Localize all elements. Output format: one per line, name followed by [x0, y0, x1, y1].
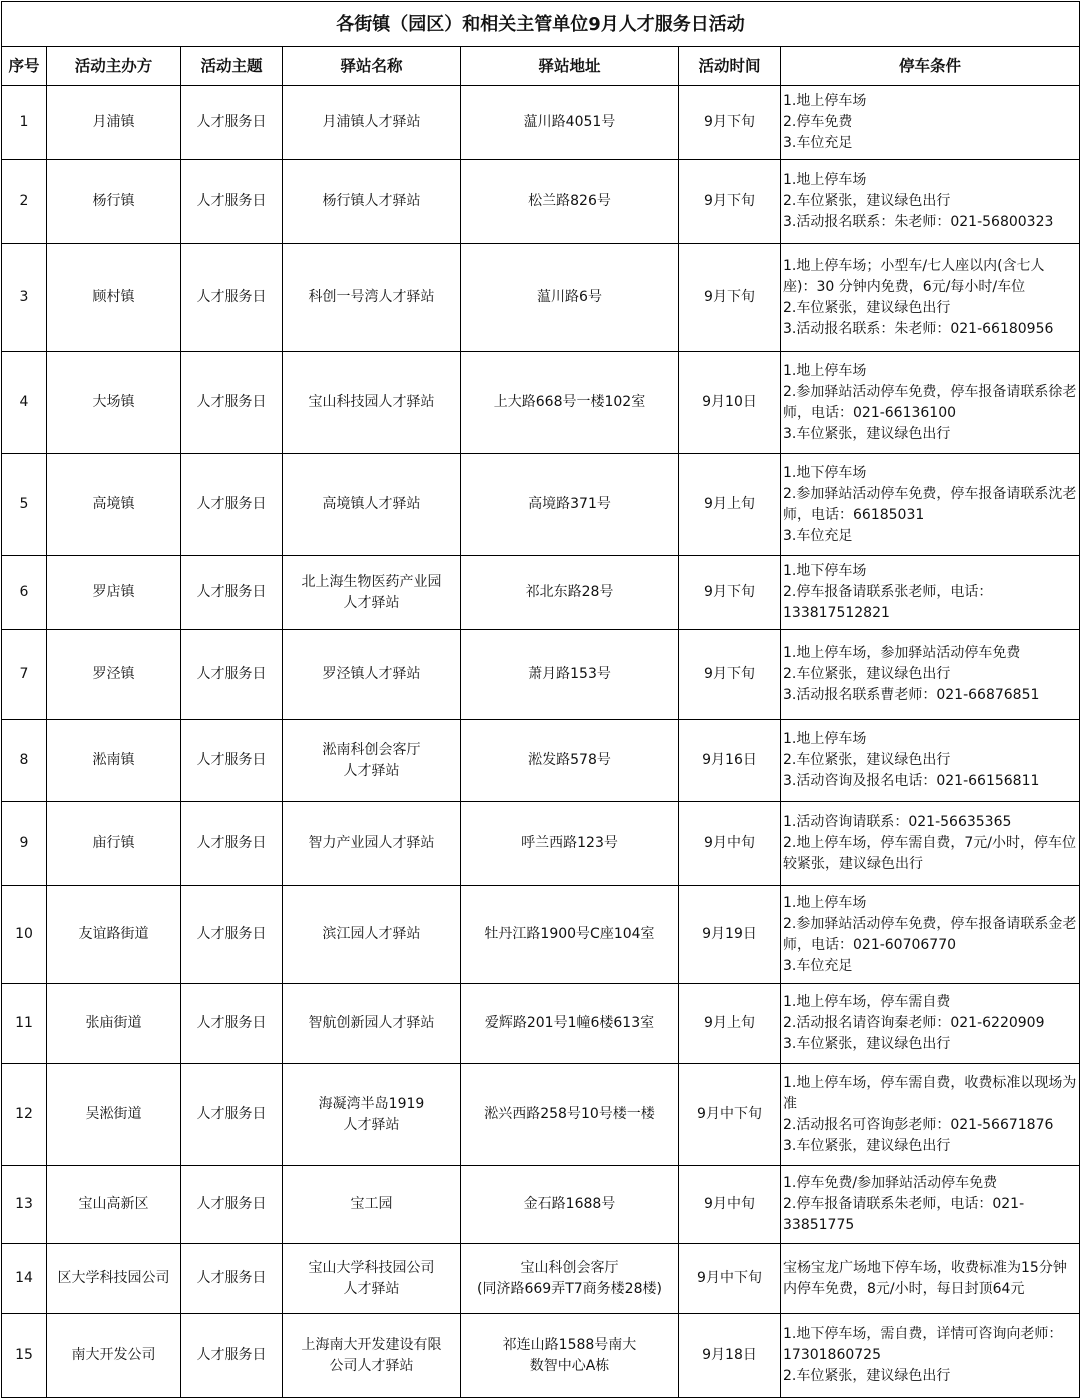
parking-conditions-line: 3.车位紧张，建议绿色出行	[783, 1036, 951, 1052]
table-row	[2, 1314, 1080, 1398]
row-number: 15	[2, 1314, 47, 1398]
row-number: 7	[2, 630, 47, 720]
station-name-line: 高境镇人才驿站	[322, 496, 421, 512]
theme: 人才服务日	[181, 556, 283, 630]
station-address-line: 祁连山路1588号南大	[502, 1336, 637, 1353]
station-name	[283, 802, 461, 886]
station-name-line: 科创一号湾人才驿站	[308, 289, 435, 305]
station-name-line: 智力产业园人才驿站	[308, 835, 435, 851]
station-name-line: 宝工园	[350, 1196, 393, 1212]
parking-conditions-line: 2.参加驿站活动停车免费，停车报备请联系徐老师，电话：021-66136100	[783, 383, 1077, 421]
parking-conditions-line: 1.地上停车场	[783, 172, 867, 188]
organizer: 月浦镇	[47, 86, 181, 160]
parking-conditions-line: 3.活动咨询及报名电话：021-66156811	[783, 773, 1040, 789]
table-row	[2, 802, 1080, 886]
table-row	[2, 556, 1080, 630]
parking-conditions-line: 1.地上停车场	[783, 93, 867, 109]
table-row	[2, 1244, 1080, 1314]
station-address	[461, 720, 679, 802]
station-name-line: 上海南大开发建设有限	[301, 1336, 442, 1353]
row-number: 2	[2, 160, 47, 244]
activity-time: 9月下旬	[679, 244, 781, 352]
table-row	[2, 720, 1080, 802]
theme: 人才服务日	[181, 454, 283, 556]
station-name-line: 公司人才驿站	[329, 1357, 414, 1374]
header-parking: 停车条件	[781, 47, 1080, 86]
station-name	[283, 160, 461, 244]
organizer: 张庙街道	[47, 984, 181, 1064]
station-name-line: 人才驿站	[343, 762, 400, 779]
parking-conditions	[781, 160, 1080, 244]
organizer: 罗泾镇	[47, 630, 181, 720]
activity-time: 9月中下旬	[679, 1064, 781, 1166]
parking-conditions-line: 3.车位充足	[783, 527, 853, 544]
station-address	[461, 454, 679, 556]
station-address-line: 松兰路826号	[528, 193, 611, 209]
header-organizer: 活动主办方	[47, 47, 181, 86]
parking-conditions	[781, 720, 1080, 802]
activity-time: 9月下旬	[679, 86, 781, 160]
parking-conditions	[781, 802, 1080, 886]
station-address-line: 上大路668号一楼102室	[493, 394, 646, 410]
organizer: 友谊路街道	[47, 886, 181, 984]
row-number: 1	[2, 86, 47, 160]
header-theme: 活动主题	[181, 47, 283, 86]
parking-conditions-line: 2.活动报名可咨询彭老师：021-56671876	[783, 1116, 1054, 1133]
theme: 人才服务日	[181, 1244, 283, 1314]
station-address-line: 蕰川路6号	[537, 289, 602, 305]
theme: 人才服务日	[181, 984, 283, 1064]
table-row	[2, 454, 1080, 556]
row-number: 14	[2, 1244, 47, 1314]
theme: 人才服务日	[181, 802, 283, 886]
station-address-line: 淞发路578号	[528, 752, 611, 768]
parking-conditions-line: 3.活动报名联系曹老师：021-66876851	[783, 687, 1040, 703]
theme: 人才服务日	[181, 244, 283, 352]
station-address	[461, 1064, 679, 1166]
parking-conditions	[781, 244, 1080, 352]
station-address	[461, 1244, 679, 1314]
parking-conditions-line: 2.车位紧张，建议绿色出行	[783, 666, 951, 682]
parking-conditions-line: 1.地上停车场，参加驿站活动停车免费	[783, 645, 1021, 661]
station-address-line: 高境路371号	[528, 496, 611, 512]
row-number: 8	[2, 720, 47, 802]
parking-conditions-line: 1.地下停车场，需自费，详情可咨询向老师：17301860725	[783, 1326, 1063, 1363]
organizer: 大场镇	[47, 352, 181, 454]
activity-time: 9月19日	[679, 886, 781, 984]
station-name-line: 月浦镇人才驿站	[322, 114, 421, 130]
parking-conditions-line: 1.地上停车场，停车需自费	[783, 994, 951, 1010]
activity-time: 9月上旬	[679, 984, 781, 1064]
theme: 人才服务日	[181, 352, 283, 454]
parking-conditions-line: 1.地下停车场	[783, 563, 867, 579]
organizer: 南大开发公司	[47, 1314, 181, 1398]
organizer: 吴淞街道	[47, 1064, 181, 1166]
parking-conditions-line: 1.活动咨询请联系：021-56635365	[783, 814, 1012, 830]
station-name-line: 宝山大学科技园公司	[308, 1259, 435, 1276]
parking-conditions-line: 1.地上停车场，停车需自费，收费标准以现场为准	[783, 1074, 1077, 1112]
station-name	[283, 86, 461, 160]
parking-conditions	[781, 984, 1080, 1064]
station-address-line: 淞兴西路258号10号楼一楼	[484, 1106, 655, 1122]
station-name-line: 智航创新园人才驿站	[308, 1015, 435, 1031]
parking-conditions-line: 2.参加驿站活动停车免费，停车报备请联系金老师，电话：021-60706770	[783, 915, 1077, 953]
station-name	[283, 1166, 461, 1244]
station-name	[283, 720, 461, 802]
parking-conditions-line: 2.停车报备请联系张老师，电话：133817512821	[783, 584, 993, 621]
station-address	[461, 556, 679, 630]
parking-conditions-line: 2.停车报备请联系朱老师，电话：021-33851775	[783, 1196, 1025, 1233]
theme: 人才服务日	[181, 86, 283, 160]
activity-time: 9月下旬	[679, 160, 781, 244]
station-name-line: 杨行镇人才驿站	[322, 193, 421, 209]
parking-conditions-line: 1.地上停车场	[783, 894, 867, 911]
parking-conditions-line: 1.地上停车场；小型车/七人座以内(含七人座)：30 分钟内免费，6元/每小时/车位	[783, 257, 1045, 295]
parking-conditions	[781, 630, 1080, 720]
parking-conditions	[781, 86, 1080, 160]
theme: 人才服务日	[181, 886, 283, 984]
activity-time: 9月中旬	[679, 1166, 781, 1244]
station-address-line: 牡丹江路1900号C座104室	[484, 926, 655, 942]
parking-conditions-line: 1.地下停车场	[783, 464, 867, 481]
activity-time: 9月18日	[679, 1314, 781, 1398]
station-name	[283, 244, 461, 352]
theme: 人才服务日	[181, 1064, 283, 1166]
station-address-line: 祁北东路28号	[525, 584, 614, 600]
row-number: 10	[2, 886, 47, 984]
organizer: 罗店镇	[47, 556, 181, 630]
station-name-line: 人才驿站	[343, 594, 400, 611]
station-name	[283, 454, 461, 556]
row-number: 11	[2, 984, 47, 1064]
organizer: 高境镇	[47, 454, 181, 556]
station-name-line: 海凝湾半岛1919	[318, 1095, 425, 1112]
parking-conditions-line: 3.车位紧张，建议绿色出行	[783, 1137, 951, 1154]
parking-conditions-line: 2.车位紧张，建议绿色出行	[783, 299, 951, 316]
parking-conditions-line: 2.停车免费	[783, 114, 853, 130]
parking-conditions-line: 2.地上停车场，停车需自费，7元/小时，停车位较紧张，建议绿色出行	[783, 835, 1076, 872]
organizer: 庙行镇	[47, 802, 181, 886]
parking-conditions-line: 3.车位紧张，建议绿色出行	[783, 425, 951, 442]
station-name-line: 宝山科技园人才驿站	[308, 394, 435, 410]
station-name	[283, 1314, 461, 1398]
parking-conditions-line: 2.车位紧张，建议绿色出行	[783, 1368, 951, 1384]
organizer: 顾村镇	[47, 244, 181, 352]
station-address-line: 呼兰西路123号	[521, 835, 618, 851]
station-address-line: 蕰川路4051号	[523, 114, 616, 130]
parking-conditions	[781, 1244, 1080, 1314]
station-address	[461, 886, 679, 984]
table-row	[2, 86, 1080, 160]
parking-conditions	[781, 454, 1080, 556]
parking-conditions-line: 1.停车免费/参加驿站活动停车免费	[783, 1175, 998, 1191]
parking-conditions-line: 宝杨宝龙广场地下停车场，收费标准为15分钟内停车免费，8元/小时，每日封顶64元	[783, 1259, 1067, 1297]
parking-conditions	[781, 1064, 1080, 1166]
header-no: 序号	[2, 47, 47, 86]
station-address	[461, 160, 679, 244]
activity-time: 9月10日	[679, 352, 781, 454]
station-name-line: 人才驿站	[343, 1116, 400, 1133]
table-row	[2, 1064, 1080, 1166]
station-name	[283, 556, 461, 630]
header-station-name: 驿站名称	[283, 47, 461, 86]
parking-conditions	[781, 1314, 1080, 1398]
organizer: 杨行镇	[47, 160, 181, 244]
station-address	[461, 984, 679, 1064]
activity-time: 9月下旬	[679, 556, 781, 630]
theme: 人才服务日	[181, 1314, 283, 1398]
station-address	[461, 86, 679, 160]
station-address	[461, 802, 679, 886]
station-address	[461, 1314, 679, 1398]
station-name-line: 罗泾镇人才驿站	[322, 666, 421, 682]
row-number: 13	[2, 1166, 47, 1244]
station-address-line: 萧月路153号	[528, 666, 611, 682]
station-name	[283, 352, 461, 454]
row-number: 5	[2, 454, 47, 556]
parking-conditions-line: 3.车位充足	[783, 135, 853, 151]
table-row	[2, 352, 1080, 454]
activity-time: 9月16日	[679, 720, 781, 802]
table-row	[2, 1166, 1080, 1244]
table-title: 各街镇（园区）和相关主管单位9月人才服务日活动	[2, 2, 1080, 47]
theme: 人才服务日	[181, 720, 283, 802]
parking-conditions-line: 1.地上停车场	[783, 731, 867, 747]
parking-conditions	[781, 556, 1080, 630]
organizer: 区大学科技园公司	[47, 1244, 181, 1314]
activity-table	[1, 1, 1080, 1398]
station-address	[461, 352, 679, 454]
station-address-line: 宝山科创会客厅	[520, 1259, 619, 1276]
parking-conditions-line: 3.活动报名联系：朱老师：021-66180956	[783, 320, 1054, 337]
station-address-line: 爱辉路201号1幢6楼613室	[484, 1015, 655, 1031]
organizer: 宝山高新区	[47, 1166, 181, 1244]
parking-conditions-line: 3.车位充足	[783, 957, 853, 974]
theme: 人才服务日	[181, 160, 283, 244]
parking-conditions-line: 2.活动报名请咨询秦老师：021-6220909	[783, 1015, 1045, 1031]
parking-conditions-line: 2.参加驿站活动停车免费，停车报备请联系沈老师，电话：66185031	[783, 485, 1077, 523]
parking-conditions-line: 2.车位紧张，建议绿色出行	[783, 752, 951, 768]
activity-time: 9月上旬	[679, 454, 781, 556]
station-name	[283, 886, 461, 984]
organizer: 淞南镇	[47, 720, 181, 802]
parking-conditions-line: 3.活动报名联系：朱老师：021-56800323	[783, 214, 1054, 230]
station-address	[461, 1166, 679, 1244]
theme: 人才服务日	[181, 630, 283, 720]
station-address-line: (同济路669弄T7商务楼28楼)	[477, 1280, 662, 1297]
parking-conditions	[781, 352, 1080, 454]
station-address-line: 金石路1688号	[523, 1196, 616, 1212]
row-number: 6	[2, 556, 47, 630]
row-number: 4	[2, 352, 47, 454]
parking-conditions-line: 2.车位紧张，建议绿色出行	[783, 193, 951, 209]
parking-conditions-line: 1.地上停车场	[783, 362, 867, 379]
theme: 人才服务日	[181, 1166, 283, 1244]
station-name-line: 淞南科创会客厅	[322, 741, 421, 758]
header-station-address: 驿站地址	[461, 47, 679, 86]
parking-conditions	[781, 886, 1080, 984]
table-row	[2, 630, 1080, 720]
row-number: 9	[2, 802, 47, 886]
activity-time: 9月中下旬	[679, 1244, 781, 1314]
station-name	[283, 630, 461, 720]
station-address	[461, 244, 679, 352]
station-name-line: 人才驿站	[343, 1280, 400, 1297]
station-name-line: 北上海生物医药产业园	[301, 573, 442, 590]
station-name	[283, 1064, 461, 1166]
table-row	[2, 244, 1080, 352]
station-address	[461, 630, 679, 720]
station-name	[283, 1244, 461, 1314]
row-number: 12	[2, 1064, 47, 1166]
activity-time: 9月下旬	[679, 630, 781, 720]
table-row	[2, 984, 1080, 1064]
activity-time: 9月中旬	[679, 802, 781, 886]
header-activity-time: 活动时间	[679, 47, 781, 86]
parking-conditions	[781, 1166, 1080, 1244]
row-number: 3	[2, 244, 47, 352]
station-address-line: 数智中心A栋	[529, 1357, 610, 1374]
table-row	[2, 886, 1080, 984]
table-row	[2, 160, 1080, 244]
station-name-line: 滨江园人才驿站	[322, 926, 421, 942]
station-name	[283, 984, 461, 1064]
